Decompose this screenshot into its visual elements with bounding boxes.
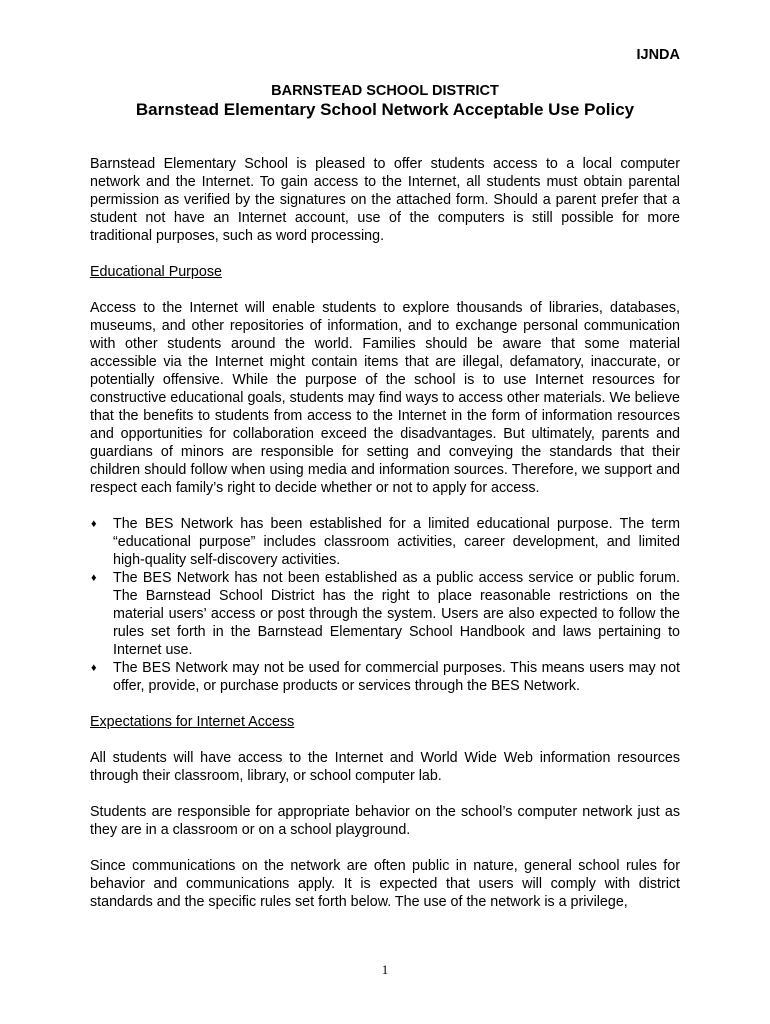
document-body bbox=[90, 155, 680, 929]
list-item-text: The BES Network may not be used for commercial purposes. This means users may not offer, provide, or purchase products or services through the BES Network. bbox=[113, 660, 680, 694]
expectations-paragraph: Students are responsible for appropriate behavior on the school’s computer network just as they are in a classroom or on a school playground. bbox=[90, 804, 680, 838]
intro-paragraph: Barnstead Elementary School is pleased to offer students access to a local computer network and the Internet. To gain access to the Internet, all students must obtain parental permission as verified by the signatures on the attached form. Should a parent prefer that a student not have an Internet account, use of the computers is still possible for more traditional purposes, such as word processing. bbox=[90, 156, 680, 244]
section-heading-educational-purpose: Educational Purpose bbox=[90, 264, 222, 280]
educational-purpose-paragraph: Access to the Internet will enable students to explore thousands of libraries, databases, museums, and other repositories of information, and to exchange personal communication with other students around the world. Families should be aware that some material accessible via the Internet might contain items that are illegal, defamatory, inaccurate, or potentially offensive. While the purpose of the school is to use Internet resources for constructive educational goals, students may find ways to access other materials. We believe that the benefits to students from access to the Internet in the form of information resources and opportunities for collaboration exceed the disadvantages. But ultimately, parents and guardians of minors are responsible for setting and conveying the standards that their children should follow when using media and information sources. Therefore, we support and respect each family’s right to decide whether or not to apply for access. bbox=[90, 300, 680, 496]
list-item bbox=[90, 659, 680, 695]
section-heading-expectations: Expectations for Internet Access bbox=[90, 714, 295, 730]
diamond-bullet-icon: ♦ bbox=[91, 518, 97, 530]
district-name: BARNSTEAD SCHOOL DISTRICT bbox=[271, 83, 499, 99]
expectations-paragraph: Since communications on the network are often public in nature, general school rules for behavior and communications apply. It is expected that users will comply with district standards and the specific rules set forth below. The use of the network is a privilege, bbox=[90, 858, 680, 910]
list-item bbox=[90, 569, 680, 659]
expectations-paragraph: All students will have access to the Internet and World Wide Web information resources through their classroom, library, or school computer lab. bbox=[90, 750, 680, 784]
list-item bbox=[90, 515, 680, 569]
list-item-text: The BES Network has not been established as a public access service or public forum. The Barnstead School District has the right to place reasonable restrictions on the material users’ access or post through the system. Users are also expected to follow the rules set forth in the Barnstead Elementary School Handbook and laws pertaining to Internet use. bbox=[113, 570, 680, 658]
page-number: 1 bbox=[381, 962, 389, 977]
diamond-bullet-icon: ♦ bbox=[91, 662, 97, 674]
document-title: Barnstead Elementary School Network Acceptable Use Policy bbox=[135, 100, 635, 119]
diamond-bullet-icon: ♦ bbox=[91, 572, 97, 584]
policy-code: IJNDA bbox=[636, 47, 680, 63]
list-item-text: The BES Network has been established for a limited educational purpose. The term “educational purpose” includes classroom activities, career development, and limited high-quality self-discovery activities. bbox=[113, 516, 680, 568]
purpose-bullet-list bbox=[90, 515, 680, 695]
